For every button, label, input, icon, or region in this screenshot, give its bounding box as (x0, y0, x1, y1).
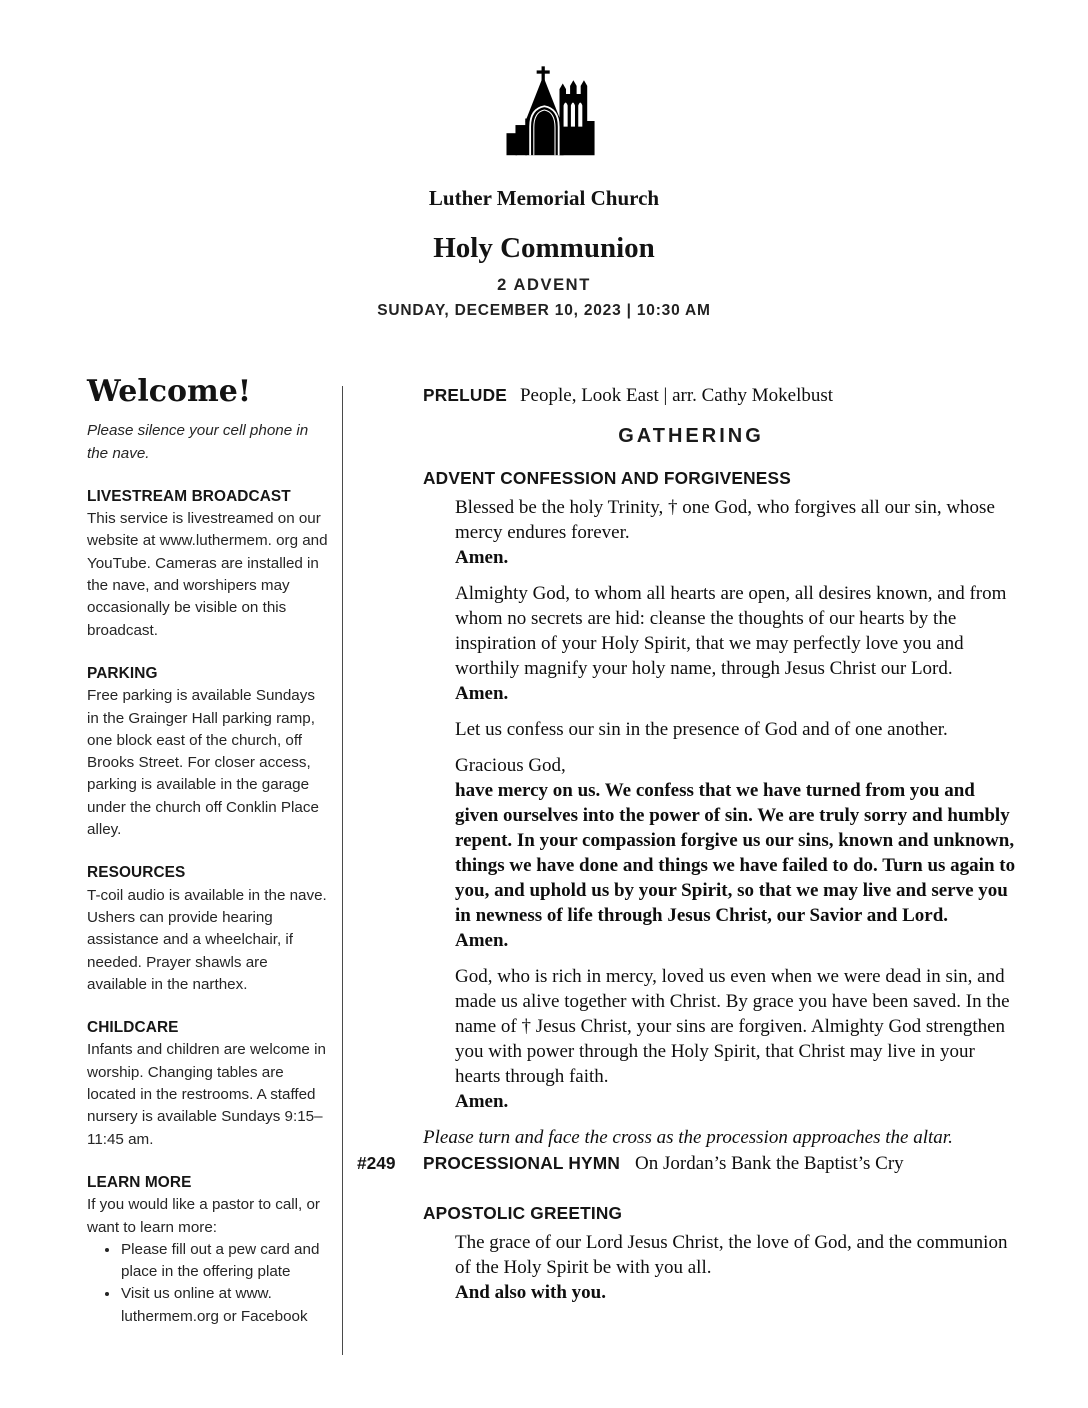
liturgy-text: Gracious God, (455, 755, 566, 776)
response-amen: Amen. (455, 547, 509, 568)
sidebar-section-learn-more (87, 1172, 329, 1328)
prelude-title: People, Look East | arr. Cathy Mokelbust (519, 385, 834, 406)
learn-more-list (87, 1239, 329, 1328)
sidebar-section-livestream (87, 486, 329, 642)
column-divider (342, 386, 343, 1355)
processional-hymn-line (357, 1151, 1025, 1176)
response-amen: Amen. (455, 930, 509, 951)
liturgy-text: Blessed be the holy Trinity, † one God, who forgives all our sin, whose mercy endures forever. (455, 497, 995, 543)
church-name: Luther Memorial Church (428, 186, 660, 210)
confession-paragraph (455, 495, 1020, 570)
greeting-paragraph (455, 1230, 1020, 1305)
list-item: • Visit us online at www. luthermem.org or Facebook (120, 1283, 329, 1328)
sidebar-section-childcare (87, 1017, 329, 1151)
gathering-section-heading: GATHERING (618, 425, 764, 447)
apostolic-greeting-heading: APOSTOLIC GREETING (423, 1203, 623, 1223)
liturgy-text: Almighty God, to whom all hearts are open, all desires known, and from whom no secrets are hid: cleanse the thoughts of our hearts by the inspiration of your Holy Spirit, that we may perfectly love you and worthily magnify your holy name, through Jesus Christ our Lord. (455, 583, 1007, 679)
section-heading: LEARN MORE (87, 1173, 192, 1191)
church-logo-icon (0, 57, 1088, 172)
liturgical-season: 2 ADVENT (497, 276, 591, 294)
absolution-paragraph (455, 964, 1020, 1114)
sidebar-section-resources (87, 862, 329, 996)
liturgy-text: Let us confess our sin in the presence of God and of one another. (455, 719, 948, 740)
liturgy-text: The grace of our Lord Jesus Christ, the love of God, and the communion of the Holy Spirit be with you all. (455, 1232, 1008, 1278)
bulletin-header (0, 0, 1088, 320)
section-body: T-coil audio is available in the nave. Ushers can provide hearing assistance and a wheelchair, if needed. Prayer shawls are available in the narthex. (87, 886, 327, 993)
let-us-confess-line (455, 717, 1020, 742)
section-body: If you would like a pastor to call, or want to learn more: (87, 1196, 320, 1236)
response-and-also: And also with you. (455, 1282, 606, 1303)
section-body: Free parking is available Sundays in the Grainger Hall parking ramp, one block east of the church, off Brooks Street. For closer access, parking is available in the garage under the church off Conklin Place alley. (87, 687, 319, 839)
service-title: Holy Communion (433, 232, 655, 264)
hymn-number: #249 (357, 1153, 396, 1173)
service-datetime: SUNDAY, DECEMBER 10, 2023 | 10:30 AM (377, 302, 711, 319)
section-body: This service is livestreamed on our website at www.luthermem. org and YouTube. Cameras are installed in the nave, and worshipers may occasionally be visible on this broadcast. (87, 510, 328, 639)
section-heading: CHILDCARE (87, 1019, 179, 1037)
list-item: • Please fill out a pew card and place in the offering plate (120, 1239, 329, 1284)
prelude-label: PRELUDE (423, 385, 507, 405)
section-heading: RESOURCES (87, 864, 186, 882)
procession-rubric: Please turn and face the cross as the procession approaches the altar. (423, 1127, 953, 1148)
hymn-title: On Jordan’s Bank the Baptist’s Cry (635, 1153, 904, 1174)
liturgy-column (357, 383, 1025, 1316)
confession-heading: ADVENT CONFESSION AND FORGIVENESS (423, 468, 791, 488)
hymn-label: PROCESSIONAL HYMN (423, 1153, 621, 1173)
section-heading: PARKING (87, 664, 158, 682)
response-amen: Amen. (455, 683, 509, 704)
sidebar-section-parking (87, 663, 329, 841)
response-amen: Amen. (455, 1091, 509, 1112)
almighty-god-paragraph (455, 581, 1020, 706)
welcome-title: Welcome! (87, 374, 252, 409)
confession-prayer (455, 753, 1020, 953)
silence-phone-note: Please silence your cell phone in the nave. (87, 422, 309, 462)
section-heading: LIVESTREAM BROADCAST (87, 487, 291, 505)
confession-bold-text: have mercy on us. We confess that we have turned from you and given ourselves into the power of sin. We are truly sorry and humbly repent. In your compassion forgive us our sins, known and unknown, things we have done and things we have failed to do. Turn us again to you, and uphold us by your Spirit, so that we may live and serve you in newness of life through Jesus Christ, our Savior and Lord. (455, 780, 1016, 926)
welcome-sidebar (87, 374, 329, 1328)
section-body: Infants and children are welcome in worship. Changing tables are located in the restrooms. A staffed nursery is available Sundays 9:15–11:45 am. (87, 1041, 326, 1148)
prelude-line (423, 383, 1025, 408)
liturgy-text: God, who is rich in mercy, loved us even when we were dead in sin, and made us alive together with Christ. By grace you have been saved. In the name of † Jesus Christ, your sins are forgiven. Almighty God strengthen you with power through the Holy Spirit, that Christ may live in your hearts through faith. (455, 966, 1010, 1087)
